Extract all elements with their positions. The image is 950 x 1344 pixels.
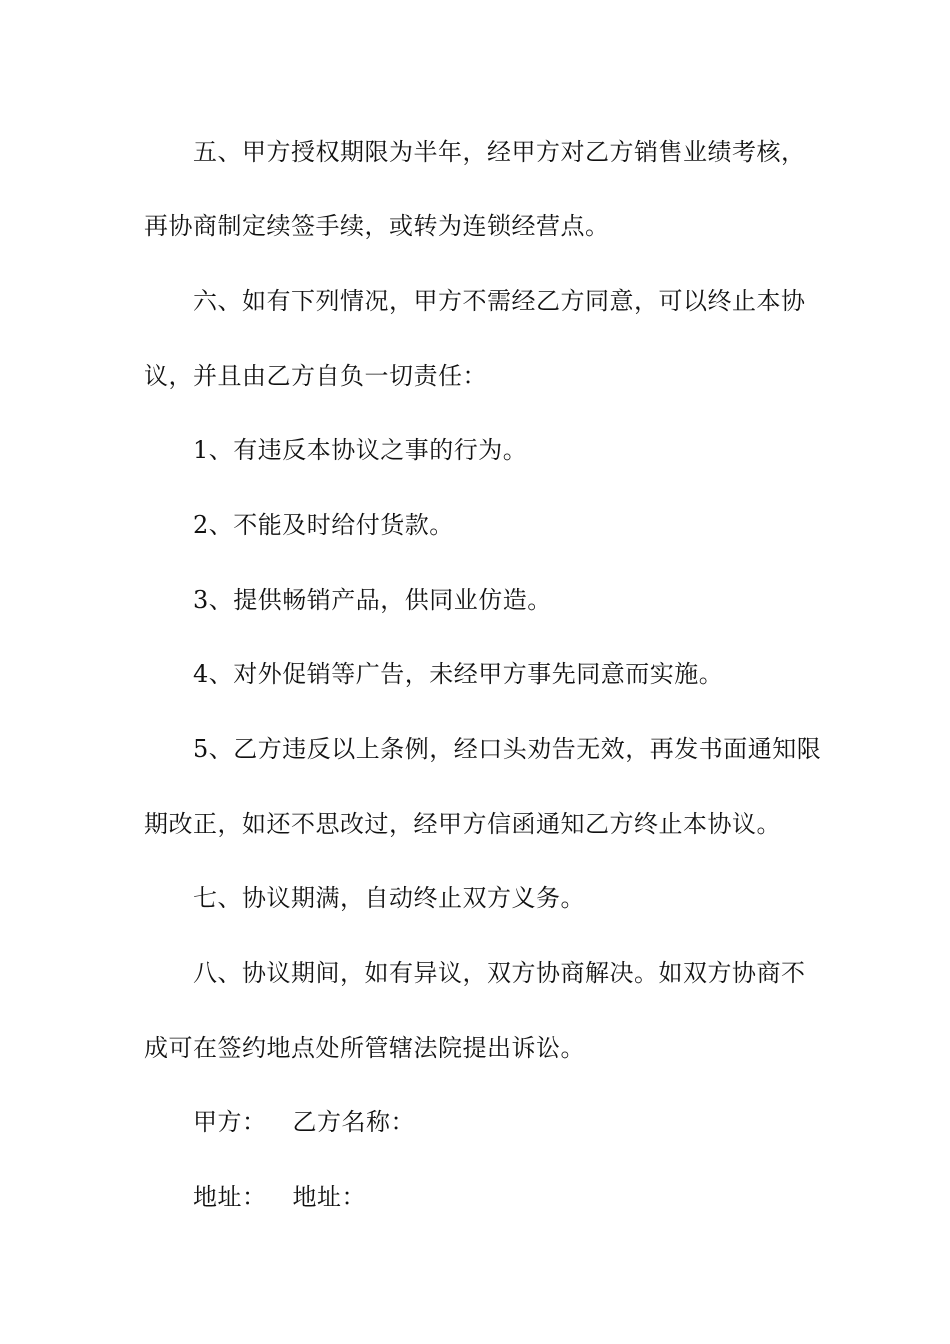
signature-party-line (193, 1107, 833, 1137)
party-b-label: 乙方名称： (292, 1108, 415, 1136)
address-a-label: 地址： (193, 1183, 267, 1211)
clause-7-line: 七、协议期满，自动终止双方义务。 (193, 884, 585, 912)
clause-6-item-5-line-1: 5、乙方违反以上条例，经口头劝告无效，再发书面通知限 (193, 735, 822, 763)
clause-8-line-2: 成可在签约地点处所管辖法院提出诉讼。 (144, 1034, 585, 1062)
clause-6-item-1: 1、有违反本协议之事的行为。 (193, 436, 528, 464)
clause-6-line-1: 六、如有下列情况，甲方不需经乙方同意，可以终止本协 (193, 287, 806, 315)
clause-6-item-2: 2、不能及时给付货款。 (193, 511, 454, 539)
clause-6-item-4: 4、对外促销等广告，未经甲方事先同意而实施。 (193, 660, 724, 688)
clause-8-line-1: 八、协议期间，如有异议，双方协商解决。如双方协商不 (193, 959, 806, 987)
clause-6-item-5-line-2: 期改正，如还不思改过，经甲方信函通知乙方终止本协议。 (144, 810, 781, 838)
signature-address-line (193, 1182, 833, 1212)
clause-6-line-2: 议，并且由乙方自负一切责任： (144, 362, 487, 390)
clause-6-item-3: 3、提供畅销产品，供同业仿造。 (193, 586, 552, 614)
address-b-label: 地址： (292, 1183, 366, 1211)
clause-5-line-1: 五、甲方授权期限为半年，经甲方对乙方销售业绩考核， (193, 138, 806, 166)
party-a-label: 甲方： (193, 1108, 267, 1136)
clause-5-line-2: 再协商制定续签手续，或转为连锁经营点。 (144, 212, 610, 240)
